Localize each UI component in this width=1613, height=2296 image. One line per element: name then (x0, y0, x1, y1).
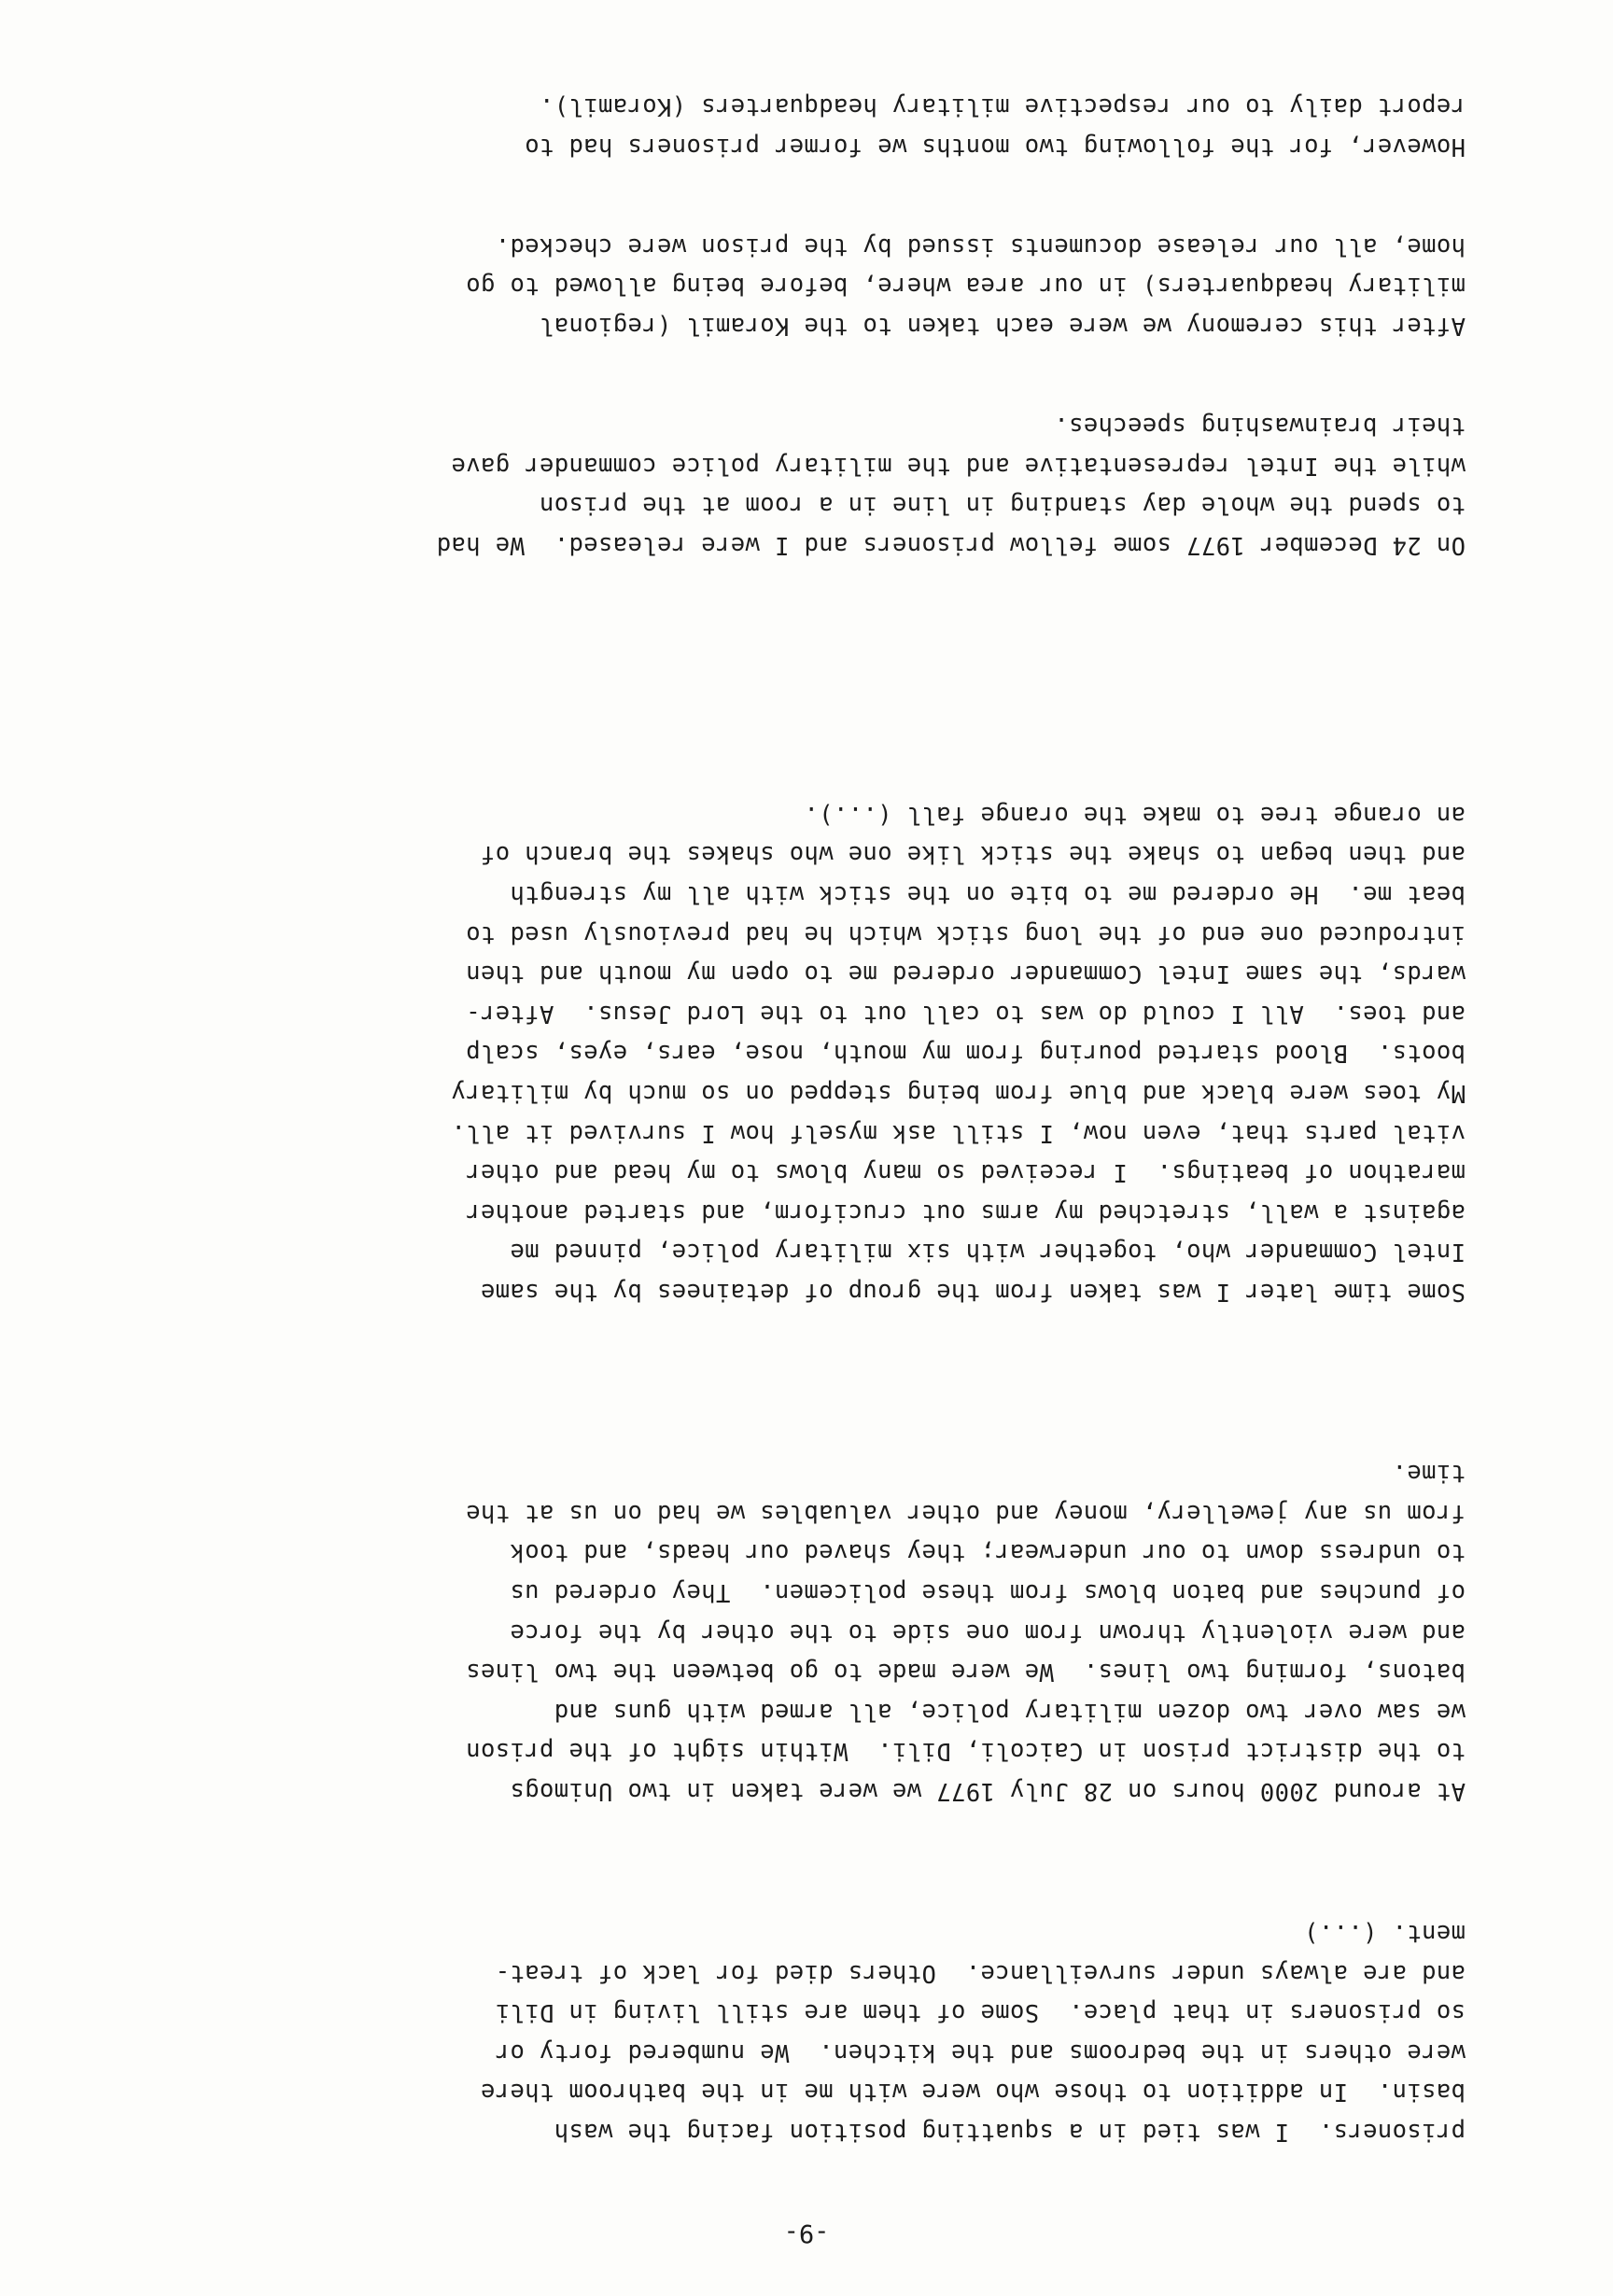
text-line: and were violently thrown from one side to the other by the force (510, 1617, 1466, 1646)
text-line: report daily to our respective military headquarters (Koramil). (539, 92, 1466, 121)
text-line: boots. Blood started pouring from my mouth, nose, ears, eyes, scalp (465, 1039, 1466, 1068)
text-line: while the Intel representative and the military police commander gave (451, 451, 1466, 480)
text-line: After this ceremony we were each taken to the Koramil (regional (539, 312, 1466, 340)
text-line: military headquarters) in our area where, before being allowed to go (465, 272, 1466, 301)
text-line: and then began to shake the stick like one who shakes the branch of (480, 840, 1466, 869)
paragraph-3 (140, 794, 1466, 1311)
text-line: their brainwashing speeches. (1053, 412, 1466, 441)
text-line: from us any jewellery, money and other valuables we had on us at the (465, 1498, 1466, 1527)
text-line: introduced one end of the long stick which he had previously used to (465, 919, 1466, 948)
paragraph-1 (140, 1912, 1466, 2151)
paragraph-4 (140, 406, 1466, 565)
text-line: marathon of beatings. I received so many blows to my head and other (465, 1158, 1466, 1187)
text-line: home, all our release documents issued by the prison were checked. (495, 231, 1466, 260)
text-line: batons, forming two lines. We were made to go between the two lines (465, 1658, 1466, 1687)
text-line: time. (1392, 1459, 1466, 1488)
text-line: On 24 December 1977 some fellow prisoners and I were released. We had (436, 531, 1466, 559)
paragraph-6 (140, 87, 1466, 166)
text-line: Intel Commander who, together with six military police, pinned me (510, 1238, 1466, 1267)
text-line: we saw over two dozen military police, all armed with guns and (554, 1697, 1466, 1726)
text-line: prisoners. I was tied in a squatting position facing the wash (554, 2118, 1466, 2146)
text-line: My toes were black and blue from being stepped on so much by military (451, 1079, 1466, 1108)
text-line: beat me. He ordered me to bite on the stick with all my strength (510, 880, 1466, 909)
text-line: were others in the bedrooms and the kitchen. We numbered forty or (495, 2037, 1466, 2066)
text-line: to spend the whole day standing in line in a room at the prison (539, 491, 1466, 520)
text-line: and toes. All I could do was to call out to the Lord Jesus. After- (465, 999, 1466, 1028)
text-line: basin. In addition to those who were with me in the bathroom there (480, 2078, 1466, 2107)
text-line: to undress down to our underwear; they shaved our heads, and took (510, 1538, 1466, 1567)
text-line: an orange tree to make the orange fall (...). (804, 800, 1466, 829)
text-line: wards, the same Intel Commander ordered me to open my mouth and then (465, 959, 1466, 988)
text-line: At around 2000 hours on 28 July 1977 we were taken in two Unimogs (510, 1777, 1466, 1805)
text-line: against a wall, stretched my arms out cruciform, and started another (465, 1197, 1466, 1226)
text-line: ment. (...) (1303, 1919, 1466, 1948)
text-line: Some time later I was taken from the group of detainees by the same (480, 1278, 1466, 1306)
text-line: However, for the following two months we former prisoners had to (524, 133, 1466, 161)
text-line: vital parts that, even now, I still ask myself how I survived it all. (451, 1118, 1466, 1147)
text-line: and are always under surveillance. Others died for lack of treat- (495, 1958, 1466, 1987)
text-line: of punches and baton blows from these policemen. They ordered us (510, 1578, 1466, 1607)
paragraph-2 (140, 1453, 1466, 1811)
page-number: -9- (783, 2219, 830, 2247)
text-line: to the district prison in Caicoli, Dili. Within sight of the prison (465, 1737, 1466, 1766)
paragraph-5 (140, 226, 1466, 345)
text-line: so prisoners in that place. Some of them are still living in Dili (495, 1998, 1466, 2027)
